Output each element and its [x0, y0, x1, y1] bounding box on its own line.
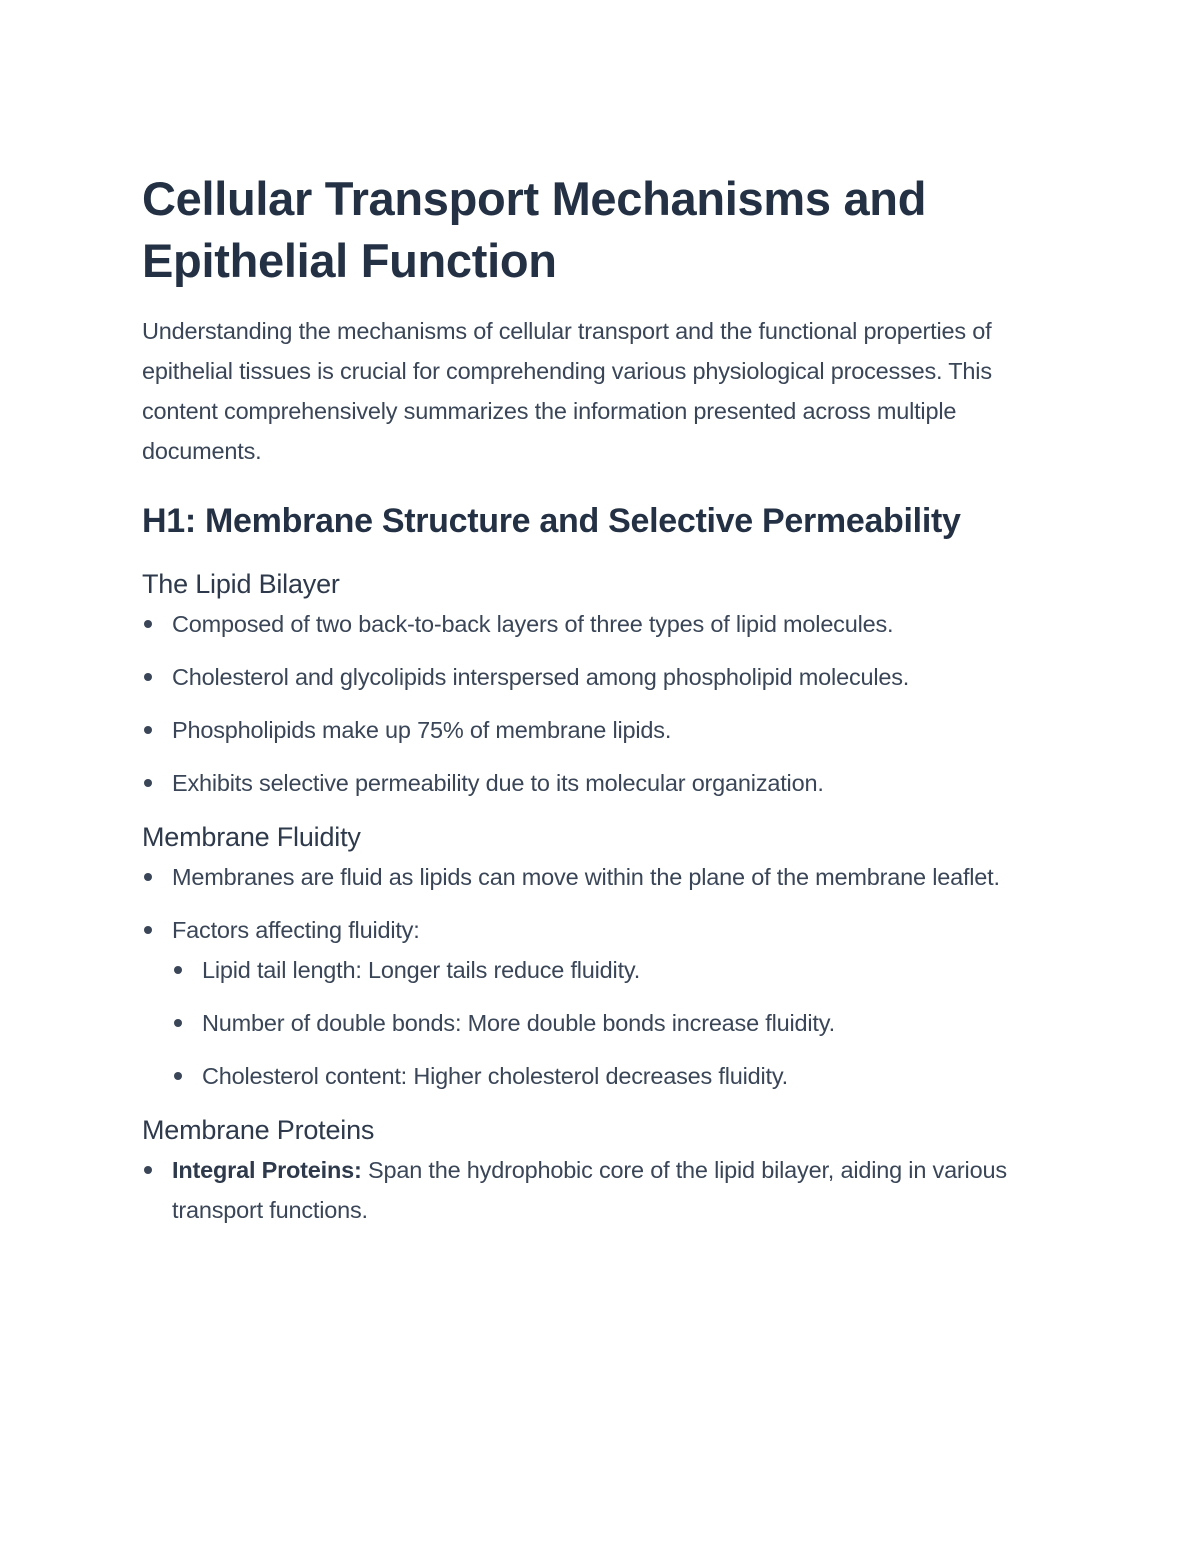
section-heading: H1: Membrane Structure and Selective Permeability	[142, 502, 961, 540]
list-item	[142, 857, 1072, 897]
list-item	[142, 604, 1072, 644]
list-item	[172, 1056, 1072, 1096]
list-item-text: Cholesterol and glycolipids interspersed among phospholipid molecules.	[172, 664, 910, 690]
membrane-proteins-list	[142, 1150, 1072, 1230]
bullet-icon	[174, 966, 182, 974]
list-item	[142, 1150, 1072, 1230]
list-item	[172, 1003, 1072, 1043]
list-item-text: Exhibits selective permeability due to its molecular organization.	[172, 770, 824, 796]
bullet-icon	[144, 620, 152, 628]
list-item-text: Number of double bonds: More double bonds increase fluidity.	[202, 1010, 835, 1036]
bullet-icon	[144, 673, 152, 681]
bullet-icon	[144, 926, 152, 934]
subsection-heading-membrane-fluidity: Membrane Fluidity	[142, 822, 361, 852]
membrane-fluidity-list	[142, 857, 1072, 1096]
bullet-icon	[144, 1166, 152, 1174]
list-item-text: Phospholipids make up 75% of membrane lipids.	[172, 717, 672, 743]
list-item-text: Cholesterol content: Higher cholesterol decreases fluidity.	[202, 1063, 789, 1089]
list-item-text: Composed of two back-to-back layers of three types of lipid molecules.	[172, 611, 894, 637]
subsection-heading-membrane-proteins: Membrane Proteins	[142, 1115, 375, 1145]
bullet-icon	[144, 873, 152, 881]
list-item-text: Lipid tail length: Longer tails reduce fluidity.	[202, 957, 641, 983]
list-item	[172, 950, 1072, 990]
list-item	[142, 710, 1072, 750]
document-page	[142, 168, 1072, 1230]
term-label: Integral Proteins:	[172, 1157, 362, 1183]
list-item-text: Span the hydrophobic core of the lipid bilayer, aiding in various transport functions.	[172, 1157, 1007, 1223]
list-item	[142, 910, 1072, 1096]
bullet-icon	[144, 726, 152, 734]
list-item-text: Factors affecting fluidity:	[172, 917, 420, 943]
bullet-icon	[144, 779, 152, 787]
lipid-bilayer-list	[142, 604, 1072, 803]
list-item	[142, 657, 1072, 697]
bullet-icon	[174, 1019, 182, 1027]
fluidity-factors-list	[172, 950, 1072, 1096]
bullet-icon	[174, 1072, 182, 1080]
intro-paragraph: Understanding the mechanisms of cellular transport and the functional properties of epithelial tissues is crucial for comprehending various physiological processes. This content comprehensively summarizes the information presented across multiple documents.	[142, 318, 992, 464]
list-item	[142, 763, 1072, 803]
document-title: Cellular Transport Mechanisms and Epithelial Function	[142, 172, 927, 287]
list-item-text: Membranes are fluid as lipids can move within the plane of the membrane leaflet.	[172, 864, 1000, 890]
subsection-heading-lipid-bilayer: The Lipid Bilayer	[142, 569, 340, 599]
